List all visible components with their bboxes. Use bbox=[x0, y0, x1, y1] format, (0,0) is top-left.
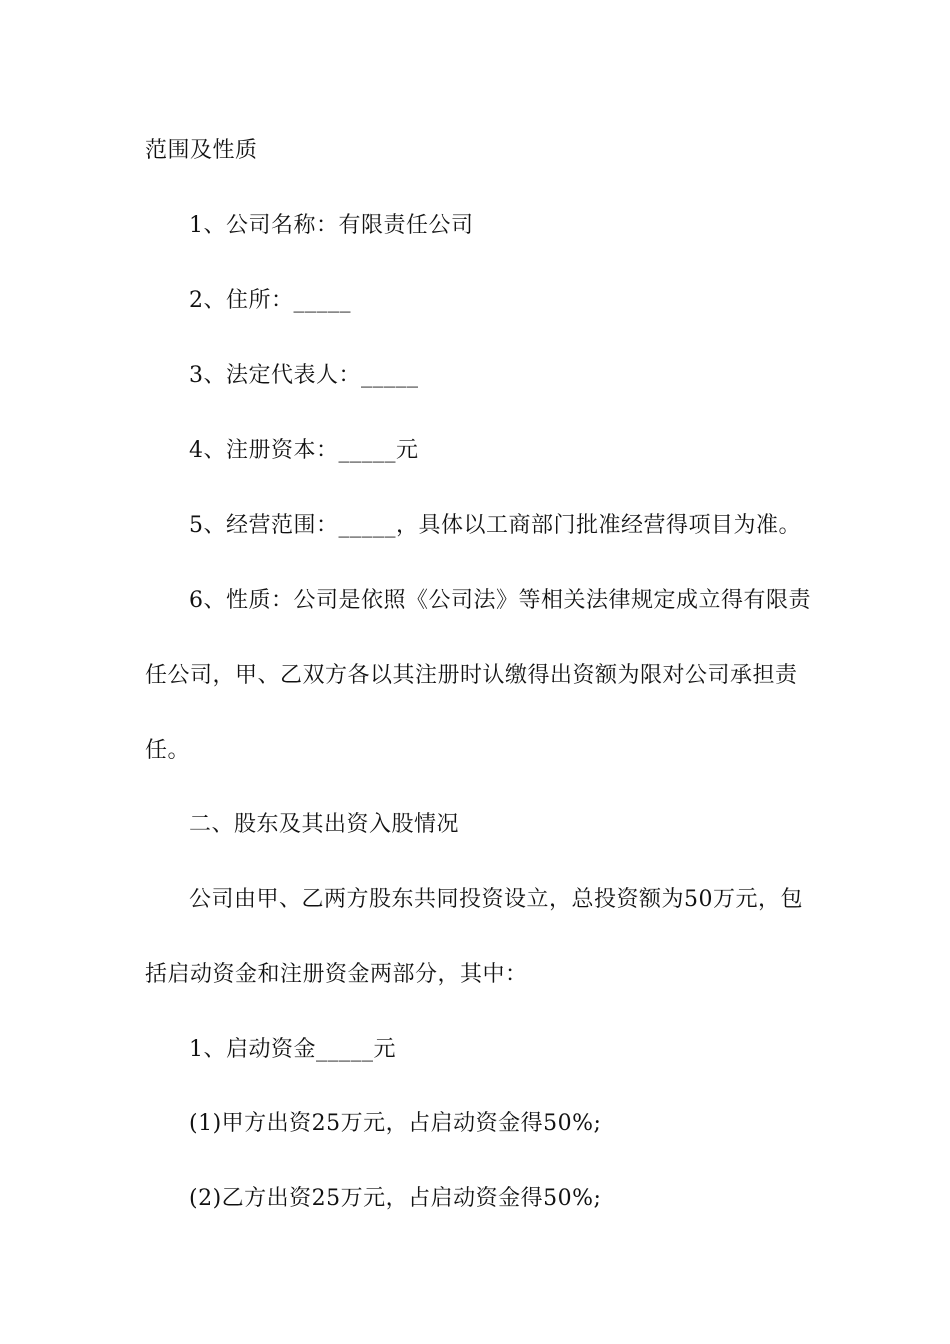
item-startup-capital: 1、启动资金_____元 bbox=[189, 1037, 396, 1062]
investment-paragraph-line-1: 公司由甲、乙两方股东共同投资设立，总投资额为50万元，包 bbox=[189, 887, 803, 912]
item-nature-line-1: 6、性质：公司是依照《公司法》等相关法律规定成立得有限责 bbox=[189, 588, 811, 613]
item-address: 2、住所：_____ bbox=[189, 288, 351, 313]
item-business-scope: 5、经营范围：_____，具体以工商部门批准经营得项目为准。 bbox=[189, 513, 801, 538]
item-nature-line-2: 任公司，甲、乙双方各以其注册时认缴得出资额为限对公司承担责 bbox=[145, 663, 798, 688]
section-heading-shareholders: 二、股东及其出资入股情况 bbox=[189, 812, 460, 837]
section-heading-scope: 范围及性质 bbox=[145, 138, 258, 163]
investment-paragraph-line-2: 括启动资金和注册资金两部分，其中： bbox=[145, 962, 528, 987]
item-party-a-contribution: (1)甲方出资25万元，占启动资金得50%; bbox=[189, 1111, 602, 1136]
item-nature-line-3: 任。 bbox=[145, 738, 191, 763]
item-legal-representative: 3、法定代表人：_____ bbox=[189, 363, 419, 388]
item-party-b-contribution: (2)乙方出资25万元，占启动资金得50%; bbox=[189, 1186, 602, 1211]
item-registered-capital: 4、注册资本：_____元 bbox=[189, 438, 419, 463]
item-company-name: 1、公司名称：有限责任公司 bbox=[189, 213, 474, 238]
